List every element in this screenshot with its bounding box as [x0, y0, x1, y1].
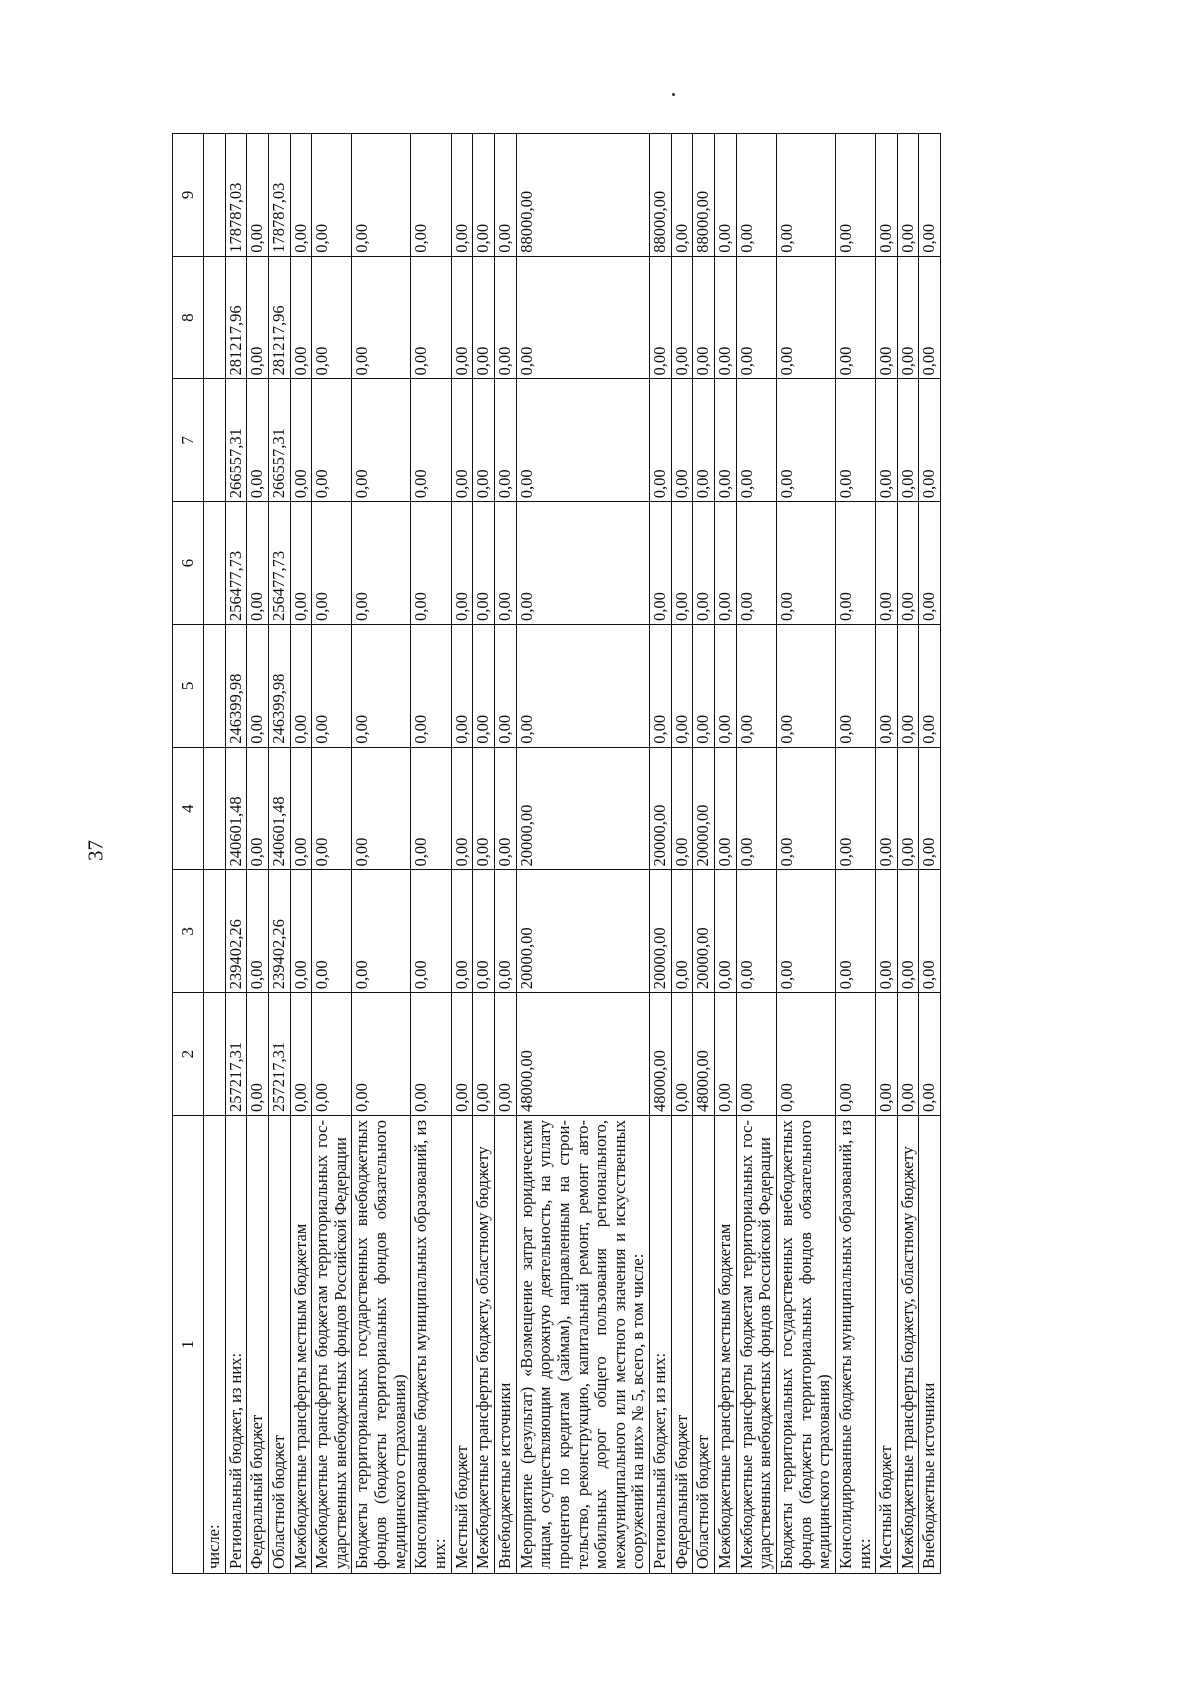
value-cell: 0,00: [736, 256, 776, 379]
value-cell: [204, 379, 226, 502]
value-cell: 0,00: [897, 625, 919, 748]
table-header-row: [173, 134, 204, 1574]
value-cell: 0,00: [736, 502, 776, 625]
value-cell: 0,00: [494, 747, 516, 870]
value-cell: 20000,00: [650, 870, 672, 993]
column-header: 9: [173, 134, 204, 257]
value-cell: 0,00: [411, 993, 451, 1116]
value-cell: 0,00: [715, 256, 737, 379]
value-cell: 266557,31: [225, 379, 247, 502]
value-cell: 0,00: [876, 134, 898, 257]
value-cell: 0,00: [693, 256, 715, 379]
row-label: Областной бюджет: [268, 1116, 290, 1574]
value-cell: [204, 502, 226, 625]
value-cell: 0,00: [312, 625, 352, 748]
value-cell: [204, 256, 226, 379]
value-cell: 0,00: [876, 502, 898, 625]
value-cell: 239402,26: [268, 870, 290, 993]
value-cell: 0,00: [919, 134, 941, 257]
row-label: Федеральный бюджет: [247, 1116, 269, 1574]
table-row: [776, 134, 835, 1574]
row-label: Межбюджетные трансферты бюджетам территориальных гос-ударственных внебюджетных фондов Российской Федерации: [736, 1116, 776, 1574]
value-cell: 0,00: [671, 502, 693, 625]
budget-table: [172, 133, 941, 1574]
value-cell: 0,00: [835, 379, 875, 502]
value-cell: 0,00: [290, 379, 312, 502]
table-row: [312, 134, 352, 1574]
table-row: [897, 134, 919, 1574]
value-cell: 0,00: [494, 625, 516, 748]
table-row: [411, 134, 451, 1574]
row-label: Межбюджетные трансферты местным бюджетам: [290, 1116, 312, 1574]
value-cell: 0,00: [247, 379, 269, 502]
table-row: [204, 134, 226, 1574]
value-cell: 0,00: [247, 870, 269, 993]
row-label: Региональный бюджет, из них:: [650, 1116, 672, 1574]
value-cell: 0,00: [776, 747, 835, 870]
column-header: 2: [173, 993, 204, 1116]
value-cell: 0,00: [671, 379, 693, 502]
value-cell: 0,00: [290, 502, 312, 625]
value-cell: 0,00: [312, 256, 352, 379]
value-cell: 0,00: [451, 256, 473, 379]
value-cell: 0,00: [451, 747, 473, 870]
value-cell: 0,00: [411, 379, 451, 502]
value-cell: 0,00: [247, 747, 269, 870]
value-cell: 0,00: [451, 134, 473, 257]
value-cell: 0,00: [897, 134, 919, 257]
column-header: 5: [173, 625, 204, 748]
value-cell: 20000,00: [650, 747, 672, 870]
column-header: 1: [173, 1116, 204, 1574]
value-cell: 0,00: [473, 502, 495, 625]
budget-table-body: [173, 134, 941, 1574]
table-row: [736, 134, 776, 1574]
table-row: [268, 134, 290, 1574]
value-cell: 0,00: [411, 747, 451, 870]
value-cell: 0,00: [736, 870, 776, 993]
value-cell: 0,00: [247, 502, 269, 625]
value-cell: 0,00: [451, 502, 473, 625]
column-header: 3: [173, 870, 204, 993]
value-cell: 0,00: [411, 625, 451, 748]
value-cell: 0,00: [494, 870, 516, 993]
value-cell: 0,00: [312, 134, 352, 257]
value-cell: [204, 870, 226, 993]
value-cell: 0,00: [715, 625, 737, 748]
value-cell: 0,00: [516, 256, 649, 379]
value-cell: 0,00: [671, 747, 693, 870]
value-cell: 0,00: [411, 256, 451, 379]
value-cell: 0,00: [290, 134, 312, 257]
value-cell: 0,00: [876, 256, 898, 379]
value-cell: 0,00: [776, 379, 835, 502]
value-cell: 0,00: [671, 256, 693, 379]
value-cell: 0,00: [876, 993, 898, 1116]
row-label: Областной бюджет: [693, 1116, 715, 1574]
value-cell: 0,00: [473, 134, 495, 257]
page-number: 37: [83, 840, 108, 861]
value-cell: 0,00: [451, 379, 473, 502]
value-cell: 0,00: [715, 747, 737, 870]
value-cell: 0,00: [715, 870, 737, 993]
value-cell: 0,00: [736, 747, 776, 870]
value-cell: 0,00: [919, 379, 941, 502]
value-cell: 256477,73: [225, 502, 247, 625]
table-row: [352, 134, 411, 1574]
row-label: Консолидированные бюджеты муниципальных образований, из них:: [835, 1116, 875, 1574]
value-cell: 0,00: [650, 625, 672, 748]
row-label: Мероприятие (результат) «Возмещение затрат юридическим лицам, осуществляющим дорожную деятельность, на уплату процентов по кредитам (займам), направленным на строи-тельство, реконструкцию, капитальный ремонт, ремонт авто-мобильных дорог общего пользования регионального, межмуниципального или местного значения и искусственных сооружений на них» № 5, всего, в том числе:: [516, 1116, 649, 1574]
column-header: 7: [173, 379, 204, 502]
value-cell: 0,00: [715, 502, 737, 625]
value-cell: 0,00: [835, 747, 875, 870]
table-row: [290, 134, 312, 1574]
value-cell: 0,00: [290, 256, 312, 379]
table-row: [225, 134, 247, 1574]
value-cell: 257217,31: [268, 993, 290, 1116]
value-cell: 48000,00: [650, 993, 672, 1116]
value-cell: 0,00: [876, 625, 898, 748]
value-cell: 0,00: [876, 379, 898, 502]
value-cell: 0,00: [693, 502, 715, 625]
value-cell: 0,00: [352, 747, 411, 870]
value-cell: 0,00: [736, 625, 776, 748]
value-cell: 0,00: [736, 134, 776, 257]
value-cell: 0,00: [473, 870, 495, 993]
column-header: 6: [173, 502, 204, 625]
value-cell: 0,00: [897, 870, 919, 993]
value-cell: 0,00: [650, 379, 672, 502]
value-cell: 0,00: [312, 502, 352, 625]
value-cell: 20000,00: [693, 747, 715, 870]
column-header: 4: [173, 747, 204, 870]
value-cell: 246399,98: [268, 625, 290, 748]
value-cell: [204, 134, 226, 257]
value-cell: 0,00: [919, 625, 941, 748]
value-cell: 0,00: [671, 870, 693, 993]
value-cell: 0,00: [693, 379, 715, 502]
value-cell: 0,00: [352, 625, 411, 748]
value-cell: 0,00: [312, 747, 352, 870]
value-cell: 0,00: [693, 625, 715, 748]
value-cell: 0,00: [473, 625, 495, 748]
row-label: Консолидированные бюджеты муниципальных образований, из них:: [411, 1116, 451, 1574]
value-cell: 0,00: [715, 993, 737, 1116]
table-row: [494, 134, 516, 1574]
table-row: [451, 134, 473, 1574]
table-row: [835, 134, 875, 1574]
value-cell: 0,00: [352, 993, 411, 1116]
value-cell: 0,00: [290, 625, 312, 748]
value-cell: 0,00: [516, 625, 649, 748]
value-cell: 48000,00: [516, 993, 649, 1116]
value-cell: 0,00: [776, 134, 835, 257]
value-cell: 0,00: [835, 870, 875, 993]
value-cell: 0,00: [494, 256, 516, 379]
value-cell: 0,00: [876, 870, 898, 993]
value-cell: 0,00: [650, 502, 672, 625]
value-cell: 0,00: [473, 747, 495, 870]
value-cell: 0,00: [352, 502, 411, 625]
value-cell: [204, 747, 226, 870]
value-cell: 0,00: [671, 993, 693, 1116]
value-cell: 0,00: [290, 993, 312, 1116]
value-cell: 20000,00: [516, 747, 649, 870]
value-cell: 0,00: [776, 625, 835, 748]
value-cell: 0,00: [312, 993, 352, 1116]
value-cell: 246399,98: [225, 625, 247, 748]
value-cell: 0,00: [919, 502, 941, 625]
value-cell: 0,00: [494, 993, 516, 1116]
value-cell: 20000,00: [693, 870, 715, 993]
table-row: [671, 134, 693, 1574]
table-row: [693, 134, 715, 1574]
value-cell: 0,00: [897, 502, 919, 625]
value-cell: 0,00: [451, 993, 473, 1116]
value-cell: 0,00: [451, 625, 473, 748]
table-row: [919, 134, 941, 1574]
value-cell: 0,00: [919, 747, 941, 870]
value-cell: 240601,48: [225, 747, 247, 870]
value-cell: 0,00: [312, 870, 352, 993]
value-cell: 0,00: [473, 379, 495, 502]
row-label: Местный бюджет: [451, 1116, 473, 1574]
row-label: Межбюджетные трансферты местным бюджетам: [715, 1116, 737, 1574]
value-cell: 0,00: [494, 134, 516, 257]
row-label: Местный бюджет: [876, 1116, 898, 1574]
value-cell: 0,00: [352, 134, 411, 257]
value-cell: 0,00: [835, 134, 875, 257]
row-label: Региональный бюджет, из них:: [225, 1116, 247, 1574]
value-cell: [204, 625, 226, 748]
row-label: Федеральный бюджет: [671, 1116, 693, 1574]
value-cell: 0,00: [671, 625, 693, 748]
rotated-page-content: [172, 134, 1200, 1574]
value-cell: 20000,00: [516, 870, 649, 993]
value-cell: 239402,26: [225, 870, 247, 993]
value-cell: 0,00: [473, 256, 495, 379]
value-cell: 257217,31: [225, 993, 247, 1116]
value-cell: 0,00: [776, 870, 835, 993]
value-cell: 0,00: [247, 256, 269, 379]
value-cell: 0,00: [247, 134, 269, 257]
value-cell: 240601,48: [268, 747, 290, 870]
row-label: Бюджеты территориальных государственных внебюджетных фондов (бюджеты территориальных фондов обязательного медицинского страхования): [352, 1116, 411, 1574]
row-label: Межбюджетные трансферты бюджету, областному бюджету: [897, 1116, 919, 1574]
value-cell: 88000,00: [693, 134, 715, 257]
column-header: 8: [173, 256, 204, 379]
value-cell: 0,00: [897, 256, 919, 379]
value-cell: 0,00: [411, 870, 451, 993]
value-cell: 0,00: [473, 993, 495, 1116]
value-cell: 0,00: [919, 870, 941, 993]
value-cell: 0,00: [835, 993, 875, 1116]
value-cell: 0,00: [451, 870, 473, 993]
value-cell: 0,00: [352, 379, 411, 502]
value-cell: 0,00: [715, 134, 737, 257]
value-cell: 0,00: [494, 379, 516, 502]
value-cell: 0,00: [876, 747, 898, 870]
table-row: [715, 134, 737, 1574]
scan-speck: [672, 93, 675, 96]
value-cell: 256477,73: [268, 502, 290, 625]
value-cell: 0,00: [776, 502, 835, 625]
value-cell: 0,00: [516, 502, 649, 625]
table-row: [650, 134, 672, 1574]
value-cell: 281217,96: [268, 256, 290, 379]
value-cell: [204, 993, 226, 1116]
value-cell: 0,00: [312, 379, 352, 502]
value-cell: 0,00: [897, 993, 919, 1116]
value-cell: 178787,03: [225, 134, 247, 257]
table-row: [247, 134, 269, 1574]
row-label: Внебюджетные источники: [919, 1116, 941, 1574]
value-cell: 266557,31: [268, 379, 290, 502]
value-cell: 0,00: [290, 747, 312, 870]
value-cell: 0,00: [919, 256, 941, 379]
value-cell: 0,00: [247, 993, 269, 1116]
value-cell: 0,00: [352, 870, 411, 993]
value-cell: 0,00: [516, 379, 649, 502]
value-cell: 0,00: [919, 993, 941, 1116]
table-row: [876, 134, 898, 1574]
row-label: числе:: [204, 1116, 226, 1574]
value-cell: 0,00: [411, 502, 451, 625]
value-cell: 0,00: [776, 256, 835, 379]
row-label: Межбюджетные трансферты бюджетам территориальных гос-ударственных внебюджетных фондов Российской Федерации: [312, 1116, 352, 1574]
value-cell: 0,00: [650, 256, 672, 379]
value-cell: 0,00: [835, 256, 875, 379]
value-cell: 178787,03: [268, 134, 290, 257]
value-cell: 0,00: [411, 134, 451, 257]
value-cell: 0,00: [247, 625, 269, 748]
value-cell: 0,00: [776, 993, 835, 1116]
table-row: [473, 134, 495, 1574]
row-label: Внебюджетные источники: [494, 1116, 516, 1574]
table-row: [516, 134, 649, 1574]
value-cell: 0,00: [736, 379, 776, 502]
value-cell: 0,00: [290, 870, 312, 993]
value-cell: 0,00: [715, 379, 737, 502]
value-cell: 88000,00: [650, 134, 672, 257]
row-label: Бюджеты территориальных государственных внебюджетных фондов (бюджеты территориальных фондов обязательного медицинского страхования): [776, 1116, 835, 1574]
value-cell: 0,00: [494, 502, 516, 625]
value-cell: 0,00: [835, 625, 875, 748]
value-cell: 48000,00: [693, 993, 715, 1116]
value-cell: 0,00: [897, 379, 919, 502]
value-cell: 88000,00: [516, 134, 649, 257]
value-cell: 0,00: [352, 256, 411, 379]
value-cell: 0,00: [897, 747, 919, 870]
row-label: Межбюджетные трансферты бюджету, областному бюджету: [473, 1116, 495, 1574]
value-cell: 0,00: [671, 134, 693, 257]
value-cell: 0,00: [736, 993, 776, 1116]
value-cell: 0,00: [835, 502, 875, 625]
value-cell: 281217,96: [225, 256, 247, 379]
